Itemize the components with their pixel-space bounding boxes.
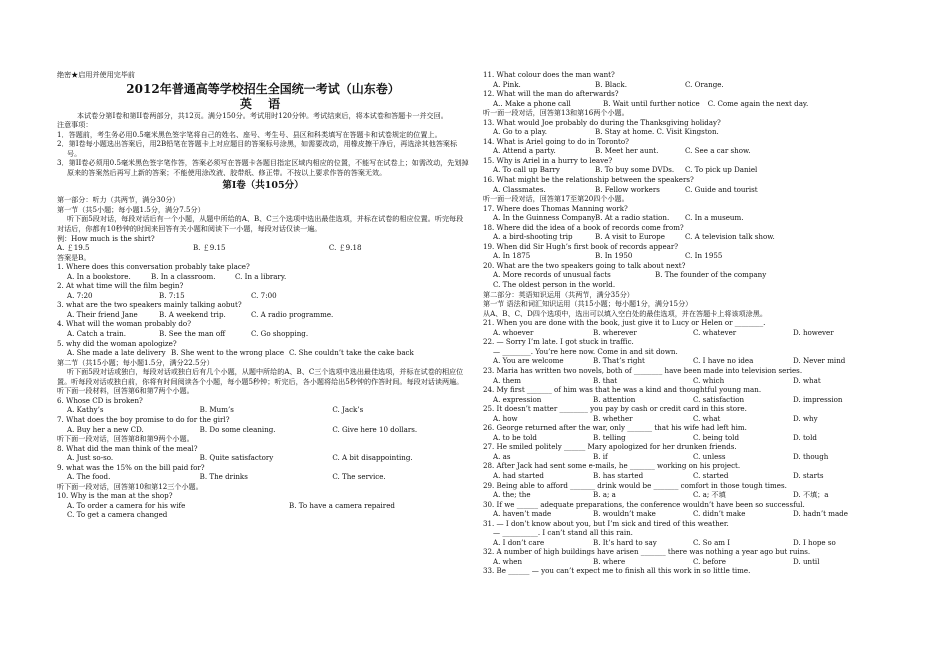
question-options [483, 414, 893, 424]
question-options [57, 425, 469, 435]
section1-instructions: 听下面5段对话，每段对话后有一个小题，从题中所给的A、B、C三个选项中选出最佳选项，并标在试卷的相应位置。听完每段对话后，你都有10秒钟的时间来回答有关小题和阅读下一小题，每段对话仅读一遍。 [57, 214, 464, 234]
option: A. In a bookstore. [67, 271, 131, 281]
option: B. attention [593, 394, 636, 404]
question-stem: 29. Being able to afford _______ drink would be _______ comfort in those tough times. [483, 480, 787, 490]
question-stem: 1. Where does this conversation probably take place? [57, 262, 250, 272]
question-stem: 2. At what time will the film begin? [57, 281, 184, 291]
option: C. To get a camera changed [67, 510, 168, 520]
option: A. Attend a party. [493, 146, 556, 156]
option: C. The oldest person in the world. [493, 280, 616, 290]
option: B. Meet her aunt. [595, 146, 659, 156]
option: A. Buy her a new CD. [67, 424, 144, 434]
exam-title: 2012年普通高等学校招生全国统一考试（山东卷） [126, 81, 400, 96]
option: A. the; the [493, 490, 531, 500]
option: D. 不填；a [793, 490, 829, 500]
question-options [483, 433, 893, 443]
option: B. has started [593, 470, 644, 480]
option: A. had started [493, 470, 544, 480]
right-column [483, 70, 893, 576]
option: A. them [493, 375, 521, 385]
option: D. until [793, 556, 820, 566]
option: C. See a car show. [685, 146, 751, 156]
question-stem: 5. why did the woman apologize? [57, 338, 177, 348]
question-options [483, 232, 893, 242]
option: A.. Make a phone call [493, 98, 571, 108]
option: C. In a library. [235, 271, 287, 281]
option: D. starts [793, 470, 824, 480]
option: B. See the man off [159, 329, 226, 339]
option: A. as [493, 451, 511, 461]
note-item: 3．第II卷必须用0.5毫米黑色签字笔作答，答案必须写在答题卡各题目指定区域内相应的位置，不能写在试卷上；如需改动，先划掉原来的答案然后再写上新的答案；不能使用涂改液、胶带纸、修正带。不按以上要求作答的答案无效。 [57, 158, 469, 177]
option: A. how [493, 413, 518, 423]
option: C. which [693, 375, 725, 385]
option: B. In a classroom. [151, 271, 216, 281]
option: B. To have a camera repaired [289, 500, 395, 510]
material-note: 听下面一段材料，回答第6和第7两个小题。 [57, 386, 194, 396]
option: A. whoever [493, 327, 534, 337]
option: D. I hope so [793, 537, 836, 547]
confidential-label: 绝密★启用并使用完毕前 [57, 70, 136, 79]
option: A. expression [493, 394, 542, 404]
question-stem: 10. Why is the man at the shop? [57, 491, 173, 501]
option: B. She went to the wrong place [171, 348, 285, 358]
intro-text: 本试卷分第I卷和第II卷两部分，共12页。满分150分。考试用时120分钟。考试结束后，将本试卷和答题卡一并交回。 [77, 110, 448, 120]
dialogue-line: — __________. I can’t stand all this rain. [493, 528, 633, 538]
option: B. Black. [595, 79, 627, 89]
option: D. why [793, 413, 818, 423]
question-stem: 26. George returned after the war, only _______ that his wife had left him. [483, 423, 747, 433]
question-stem: 27. He smiled politely ______ Mary apologized for her drunken friends. [483, 442, 737, 452]
question-stem: 4. What will the woman probably do? [57, 319, 192, 329]
option: B. That’s right [593, 356, 645, 366]
question-stem: 13. What would Joe probably do during the Thanksgiving holiday? [483, 117, 721, 127]
option: C. satisfaction [693, 394, 745, 404]
option: A. In 1875 [493, 251, 531, 261]
option: D. told [793, 432, 817, 442]
option: C. 7:00 [251, 290, 277, 300]
part1-title: 第I卷（共105分） [222, 180, 304, 192]
option: B. To buy some DVDs. [595, 165, 675, 175]
question-stem: 17. Where does Thomas Manning work? [483, 203, 628, 213]
question-stem: 6. Whose CD is broken? [57, 395, 143, 405]
question-options [483, 376, 893, 386]
option: D. however [793, 327, 834, 337]
question-options [483, 127, 893, 137]
dialogue-line: — ________. You’re here now. Come in and sit down. [493, 346, 678, 356]
option: C. I have no idea [693, 356, 754, 366]
option: C. Guide and tourist [685, 184, 758, 194]
question-options [483, 165, 893, 175]
question-options [483, 538, 893, 548]
option: A. Classmates. [493, 184, 546, 194]
option: A. Kathy’s [67, 405, 104, 415]
option: A. a bird-shooting trip [493, 232, 573, 242]
section2-instructions: 听下面5段对话或独白，每段对话或独白后有几个小题，从题中所给的A、B、C三个选项中选出最佳选项，并标在试卷的相应位置。听每段对话或独白前，你将有时间阅读各个小题，每小题5秒钟；听完后，各小题将给出5秒钟的作答时间。每段对话读两遍。 [57, 367, 464, 386]
option: A. Catch a train. [67, 329, 126, 339]
option: A. She made a late delivery [67, 348, 166, 358]
option: A. You are welcome [493, 356, 564, 366]
left-column [57, 70, 469, 520]
question-options [57, 310, 469, 320]
option: C. ￡9.18 [328, 243, 362, 253]
option: B. telling [593, 432, 626, 442]
question-stem: 21. When you are done with the book, just give it to Lucy or Helen or ________. [483, 318, 766, 328]
option: A. Pink. [493, 79, 521, 89]
section1-label: 第一节（共5小题；每小题1.5分，满分7.5分） [57, 204, 205, 214]
part1-label: 第一部分：听力（共两节，满分30分） [57, 195, 180, 205]
option: B. Wait until further notice [603, 98, 700, 108]
option: C. In 1955 [685, 251, 723, 261]
option: D. Never mind [793, 356, 846, 366]
option: C. Go shopping. [251, 329, 309, 339]
section2-label: 第二节（共15小题；每小题1.5分，满分22.5分） [57, 357, 214, 367]
question-options [483, 557, 893, 567]
option: B. that [593, 375, 618, 385]
option: B. if [593, 451, 608, 461]
option: B. The founder of the company [655, 270, 767, 280]
option: C. So am I [693, 537, 731, 547]
option: A. Their friend Jane [67, 309, 138, 319]
question-stem: 20. What are the two speakers going to talk about next? [483, 260, 686, 270]
question-stem: 8. What did the man think of the meal? [57, 443, 198, 453]
option: B. where [593, 556, 626, 566]
question-options [57, 348, 469, 358]
option: B. A weekend trip. [159, 309, 226, 319]
option: D. hadn’t made [793, 509, 848, 519]
option: C. before [693, 556, 726, 566]
option: C. A radio programme. [251, 309, 334, 319]
question-options [57, 501, 469, 511]
option: C. whatever [693, 327, 737, 337]
note-item: 1．答题前，考生务必用0.5毫米黑色签字笔将自己的姓名、座号、考生号、县区和科类填写在答题卡和试卷规定的位置上。 [57, 129, 442, 139]
material-note: 听一面一段对话，回答第17至第20四个小题。 [483, 194, 629, 204]
question-options [57, 291, 469, 301]
grammar-question-list [483, 318, 893, 576]
option: B. 7:15 [159, 290, 185, 300]
option: A. to be told [493, 432, 537, 442]
option: C. didn’t make [693, 509, 746, 519]
question-stem: 23. Maria has written two novels, both of ________ have been made into television series. [483, 365, 803, 375]
question-options [483, 146, 893, 156]
question-stem: 32. A number of high buildings have arisen _______ there was nothing a year ago but ruins. [483, 547, 811, 557]
option: B. A visit to Europe [595, 232, 665, 242]
option: B. Do some cleaning. [199, 424, 276, 434]
question-options [483, 251, 893, 261]
option: C. Jack’s [332, 405, 364, 415]
question-options [483, 213, 893, 223]
question-stem: 25. It doesn’t matter ________ you pay by cash or credit card in this store. [483, 404, 747, 414]
option: A. To call up Barry [493, 165, 560, 175]
question-options [483, 328, 893, 338]
question-options [483, 490, 893, 500]
example-answer: 答案是B。 [57, 252, 91, 262]
example-options [57, 243, 469, 253]
question-stem: 15. Why is Ariel in a hurry to leave? [483, 155, 613, 165]
option: B. Stay at home. C. Visit Kingston. [595, 127, 719, 137]
option: C. Orange. [685, 79, 724, 89]
question-stem: 33. Be ______ — you can’t expect me to finish all this work in so little time. [483, 566, 751, 576]
option: A. I don’t care [493, 537, 545, 547]
option: B. wouldn’t make [593, 509, 656, 519]
option: B. It’s hard to say [593, 537, 657, 547]
material-note: 听下面一段对话，回答第10和第12三个小题。 [57, 481, 203, 491]
option: C. A bit disappointing. [332, 453, 413, 463]
part2-section1-instructions: 从A、B、C、D四个选项中，选出可以填入空白处的最佳选项，并在答题卡上将该项涂黑。 [483, 308, 767, 318]
option: C. To pick up Daniel [685, 165, 758, 175]
notes-heading: 注意事项： [57, 120, 93, 130]
question-options [57, 272, 469, 282]
option: D. though [793, 451, 829, 461]
subject-title: 英 语 [239, 96, 287, 111]
option: B. wherever [593, 327, 637, 337]
question-options [483, 356, 893, 366]
option: B. a; a [593, 490, 616, 500]
option: C. started [693, 470, 729, 480]
question-stem: 28. After Jack had sent some e-mails, he _______ working on his project. [483, 461, 741, 471]
note-item: 2．第I卷每小题选出答案后，用2B铅笔在答题卡上对应题目的答案标号涂黑，如需要改动，用橡皮擦干净后，再选涂其他答案标号。 [57, 139, 458, 158]
option: D. impression [793, 394, 843, 404]
option: B. In 1950 [595, 251, 633, 261]
option: C. A television talk show. [685, 232, 775, 242]
question-stem: 14. What is Ariel going to do in Toronto? [483, 136, 629, 146]
option: D. what [793, 375, 821, 385]
part2-label: 第二部分：英语知识运用（共两节，满分35分） [483, 289, 634, 299]
option: C. what [693, 413, 721, 423]
question-options [483, 80, 893, 90]
option: B. Quite satisfactory [199, 453, 274, 463]
part2-section1-label: 第一节 语法和词汇知识运用（共15小题；每小题1分，满分15分） [483, 299, 693, 309]
option: C. The service. [332, 472, 386, 482]
question-options [483, 452, 893, 462]
option: C. a; 不填 [693, 490, 726, 500]
question-options [57, 329, 469, 339]
option: A. ￡19.5 [57, 243, 90, 253]
question-options [57, 453, 469, 463]
question-options [483, 270, 893, 280]
question-stem: 12. What will the man do afterwards? [483, 89, 619, 99]
question-options [483, 185, 893, 195]
option: B. The drinks [199, 472, 248, 482]
question-stem: 22. — Sorry I’m late. I got stuck in traffic. [483, 337, 634, 347]
question-options [483, 509, 893, 519]
option: A. Go to a play. [493, 127, 548, 137]
option: B. whether [593, 413, 633, 423]
option: A. Just so-so. [67, 453, 114, 463]
option: A. To order a camera for his wife [67, 500, 186, 510]
option: B. ￡9.15 [192, 243, 226, 253]
option: C. Come again the next day. [707, 98, 809, 108]
option: C. being told [693, 432, 739, 442]
option: C. Give here 10 dollars. [332, 424, 418, 434]
example-question: 例：How much is the shirt? [57, 233, 155, 243]
question-stem: 16. What might be the relationship between the speakers? [483, 175, 694, 185]
question-stem: 3. what are the two speakers mainly talking aobut? [57, 300, 242, 310]
question-stem: 24. My first _______ of him was that he was a kind and thoughtful young man. [483, 385, 762, 395]
question-options [483, 99, 893, 109]
option: A. haven’t made [493, 509, 552, 519]
question-stem: 9. what was the 15% on the bill paid for? [57, 462, 205, 472]
material-note: 听一面一段对话，回答第13和第16两个小题。 [483, 108, 629, 118]
question-options [483, 395, 893, 405]
option: A. when [493, 556, 523, 566]
question-stem: 18. Where did the idea of a book of records come from? [483, 222, 684, 232]
material-note: 听下面一段对话，回答第8和第9两个小题。 [57, 434, 194, 444]
option: A. 7:20 [67, 290, 93, 300]
question-stem: 7. What does the boy promise to do for the girl? [57, 414, 230, 424]
question-stem: 31. — I don’t know about you, but I’m sick and tired of this weather. [483, 518, 729, 528]
question-options [483, 471, 893, 481]
option: A. The food. [67, 472, 111, 482]
option: B. At a radio station. [595, 213, 670, 223]
question-options [57, 405, 469, 415]
option: B. Fellow workers [595, 184, 660, 194]
option: A. In the Guinness Company [493, 213, 596, 223]
option: B. Mum’s [199, 405, 234, 415]
option: A. More records of unusual facts [493, 270, 611, 280]
option: C. In a museum. [685, 213, 744, 223]
option: C. She couldn’t take the cake back [289, 348, 414, 358]
question-stem: 19. When did Sir Hugh’s first book of records appear? [483, 241, 679, 251]
question-options [57, 472, 469, 482]
option: C. unless [693, 451, 726, 461]
question-stem: 30. If we ______ adequate preparations, the conference wouldn’t have been so successful. [483, 499, 805, 509]
question-stem: 11. What colour does the man want? [483, 70, 615, 79]
